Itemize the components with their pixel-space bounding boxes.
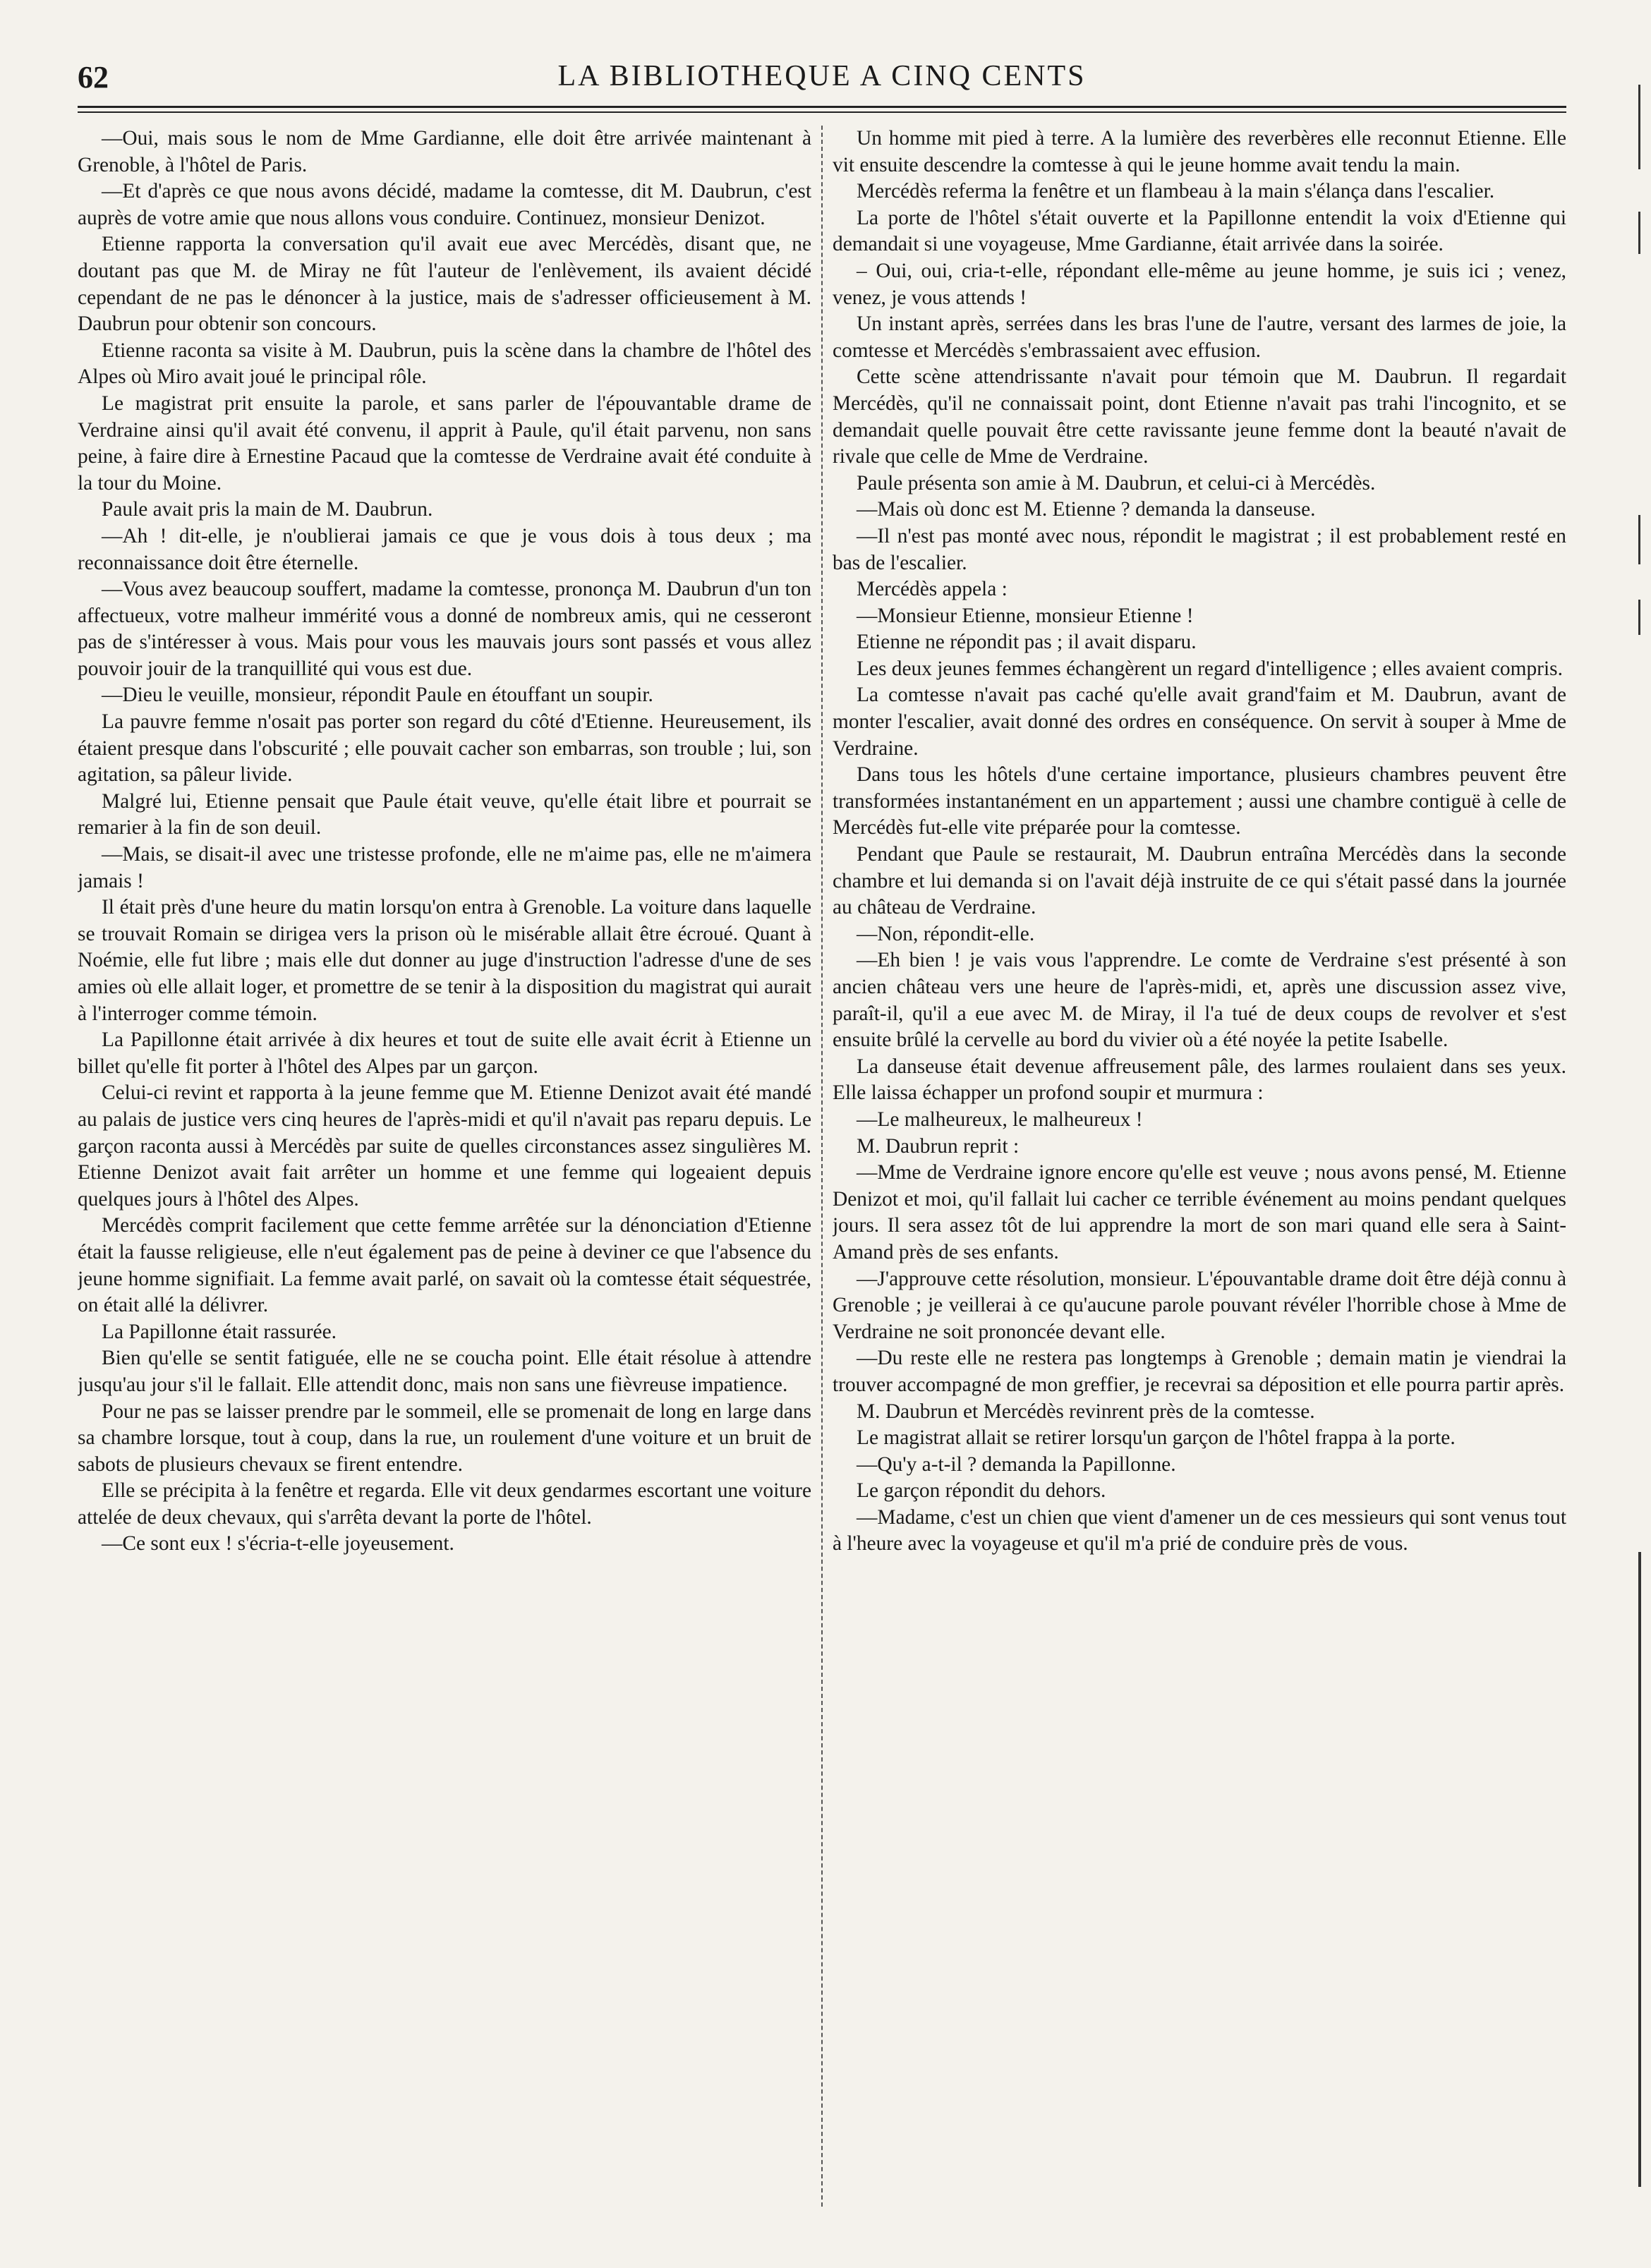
paragraph: Etienne rapporta la conversation qu'il avait eue avec Mercédès, disant que, ne doutant pas que M. de Miray ne fût l'auteur de l'enlèvement, ils avaient décidé cependant de ne pas le dénoncer à la justice, mais de s'adresser officieusement à M. Daubrun pour obtenir son concours. xyxy=(78,233,811,336)
paragraph: La Papillonne était rassurée. xyxy=(102,1320,337,1343)
page-header xyxy=(78,55,1566,97)
running-title: LA BIBLIOTHEQUE A CINQ CENTS xyxy=(557,60,1087,92)
paragraph: La danseuse était devenue affreusement pâle, des larmes roulaient dans ses yeux. Elle laissa échapper un profond soupir et murmura : xyxy=(833,1055,1566,1105)
paragraph: —Eh bien ! je vais vous l'apprendre. Le comte de Verdraine s'est présenté à son ancien château vers une heure de l'après-midi, et, après une discussion assez vive, paraît-il, qu'il a eue avec M. de Miray, il l'a tué de deux coups de revolver et s'est ensuite brûlé la cervelle au bord du vivier où a été noyée la petite Isabelle. xyxy=(833,949,1566,1052)
paragraph: Bien qu'elle se sentit fatiguée, elle ne se coucha point. Elle était résolue à attendre jusqu'au jour s'il le fallait. Elle attendit donc, mais non sans une fièvreuse impatience. xyxy=(78,1347,811,1396)
paragraph: —Oui, mais sous le nom de Mme Gardianne, elle doit être arrivée maintenant à Grenoble, à l'hôtel de Paris. xyxy=(78,127,811,176)
paragraph: —Dieu le veuille, monsieur, répondit Paule en étouffant un soupir. xyxy=(102,684,653,707)
binding-edge xyxy=(1630,0,1651,2268)
paragraph: —Qu'y a-t-il ? demanda la Papillonne. xyxy=(857,1453,1176,1476)
article-columns xyxy=(78,126,1566,2235)
paragraph: Il était près d'une heure du matin lorsqu'on entra à Grenoble. La voiture dans laquelle se trouvait Romain se dirigea vers la prison où le misérable allait être écroué. Quant à Noémie, elle fut libre ; mais elle dut donner au juge d'instruction l'adresse d'une de ses amies où elle allait loger, et promettre de se tenir à la disposition du magistrat qui aurait à l'interroger comme témoin. xyxy=(78,896,811,1025)
header-rule xyxy=(78,106,1566,108)
paragraph: Mercédès comprit facilement que cette femme arrêtée sur la dénonciation d'Etienne était la fausse religieuse, elle n'eut également pas de peine à deviner ce que l'absence du jeune homme signifiait. La femme avait parlé, on savait où la comtesse était séquestrée, on était allé la délivrer. xyxy=(78,1214,811,1317)
paragraph: —Mais où donc est M. Etienne ? demanda la danseuse. xyxy=(857,498,1316,521)
paragraph: La porte de l'hôtel s'était ouverte et la Papillonne entendit la voix d'Etienne qui demandait si une voyageuse, Mme Gardianne, était arrivée dans la soirée. xyxy=(833,206,1566,256)
binding-mark xyxy=(1638,1552,1641,2187)
column-divider xyxy=(821,126,823,2207)
paragraph: M. Daubrun reprit : xyxy=(857,1134,1020,1158)
page-number: 62 xyxy=(78,60,109,95)
paragraph: Le garçon répondit du dehors. xyxy=(857,1479,1106,1503)
paragraph: Dans tous les hôtels d'une certaine importance, plusieurs chambres peuvent être transformées instantanément en un appartement ; aussi une chambre contiguë à celle de Mercédès fut-elle vite préparée pour la comtesse. xyxy=(833,763,1566,839)
paragraph: Pour ne pas se laisser prendre par le sommeil, elle se promenait de long en large dans sa chambre lorsque, tout à coup, dans la rue, un roulement d'une voiture et un bruit de sabots de plusieurs chevaux se firent entendre. xyxy=(78,1400,811,1476)
paragraph: Paule présenta son amie à M. Daubrun, et celui-ci à Mercédès. xyxy=(857,471,1376,495)
paragraph: —Vous avez beaucoup souffert, madame la comtesse, prononça M. Daubrun d'un ton affectueux, votre malheur immérité vous a donné de nombreux amis, qui ne cesseront pas de s'intéresser à vous. Mais pour vous les mauvais jours sont passés et vous allez pouvoir jouir de la tranquillité qui vous est due. xyxy=(78,578,811,680)
left-column xyxy=(78,126,811,2235)
paragraph: La Papillonne était arrivée à dix heures et tout de suite elle avait écrit à Etienne un billet qu'elle fit porter à l'hôtel des Alpes par un garçon. xyxy=(78,1029,811,1078)
paragraph: Mercédès appela : xyxy=(857,578,1008,601)
paragraph: —Et d'après ce que nous avons décidé, madame la comtesse, dit M. Daubrun, c'est auprès de votre amie que nous allons vous conduire. Continuez, monsieur Denizot. xyxy=(78,180,811,229)
paragraph: Pendant que Paule se restaurait, M. Daubrun entraîna Mercédès dans la seconde chambre et lui demanda si on l'avait déjà instruite de ce qui s'était passé dans la journée au château de Verdraine. xyxy=(833,843,1566,919)
header-rule-double xyxy=(78,111,1566,113)
paragraph: —Il n'est pas monté avec nous, répondit le magistrat ; il est probablement resté en bas de l'escalier. xyxy=(833,524,1566,574)
paragraph: Les deux jeunes femmes échangèrent un regard d'intelligence ; elles avaient compris. xyxy=(857,657,1563,680)
paragraph: Paule avait pris la main de M. Daubrun. xyxy=(102,498,433,521)
paragraph: —Mme de Verdraine ignore encore qu'elle est veuve ; nous avons pensé, M. Etienne Denizot et moi, qu'il fallait lui cacher ce terrible événement au moins pendant quelques jours. Il sera assez tôt de lui apprendre la mort de son mari quand elle sera à Saint-Amand près de ses enfants. xyxy=(833,1161,1566,1263)
binding-mark xyxy=(1638,515,1640,564)
paragraph: Mercédès referma la fenêtre et un flambeau à la main s'élança dans l'escalier. xyxy=(857,180,1495,203)
paragraph: Etienne raconta sa visite à M. Daubrun, puis la scène dans la chambre de l'hôtel des Alpes où Miro avait joué le principal rôle. xyxy=(78,339,811,389)
paragraph: Elle se précipita à la fenêtre et regarda. Elle vit deux gendarmes escortant une voiture attelée de deux chevaux, qui s'arrêta devant la porte de l'hôtel. xyxy=(78,1479,811,1529)
paragraph: Etienne ne répondit pas ; il avait disparu. xyxy=(857,631,1197,654)
paragraph: —Mais, se disait-il avec une tristesse profonde, elle ne m'aime pas, elle ne m'aimera jamais ! xyxy=(78,843,811,892)
paragraph: —Du reste elle ne restera pas longtemps à Grenoble ; demain matin je viendrai la trouver accompagné de mon greffier, je recevrai sa déposition et elle pourra partir après. xyxy=(833,1347,1566,1396)
paragraph: M. Daubrun et Mercédès revinrent près de la comtesse. xyxy=(857,1400,1315,1423)
right-column xyxy=(833,126,1566,2235)
binding-mark xyxy=(1638,600,1640,635)
paragraph: —J'approuve cette résolution, monsieur. L'épouvantable drame doit être déjà connu à Grenoble ; je veillerai à ce qu'aucune parole pouvant révéler l'horrible chose à Mme de Verdraine ne soit prononcée devant elle. xyxy=(833,1267,1566,1343)
paragraph: —Ah ! dit-elle, je n'oublierai jamais ce que je vous dois à tous deux ; ma reconnaissance doit être éternelle. xyxy=(78,524,811,574)
paragraph: La pauvre femme n'osait pas porter son regard du côté d'Etienne. Heureusement, ils étaient presque dans l'obscurité ; elle pouvait cacher son embarras, son trouble ; lui, son agitation, sa pâleur livide. xyxy=(78,710,811,787)
binding-mark xyxy=(1638,212,1640,254)
paragraph: Cette scène attendrissante n'avait pour témoin que M. Daubrun. Il regardait Mercédès, qu'il ne connaissait point, dont Etienne n'avait pas trahi l'incognito, et se demandait quelle pouvait être cette ravissante jeune femme dont la beauté n'avait de rivale que celle de Mme de Verdraine. xyxy=(833,365,1566,468)
paragraph: Le magistrat allait se retirer lorsqu'un garçon de l'hôtel frappa à la porte. xyxy=(857,1426,1456,1450)
paragraph: Malgré lui, Etienne pensait que Paule était veuve, qu'elle était libre et pourrait se remarier à la fin de son deuil. xyxy=(78,789,811,839)
paragraph: —Ce sont eux ! s'écria-t-elle joyeusement. xyxy=(102,1532,454,1556)
paragraph: Un homme mit pied à terre. A la lumière des reverbères elle reconnut Etienne. Elle vit ensuite descendre la comtesse à qui le jeune homme avait tendu la main. xyxy=(833,127,1566,176)
paragraph: —Non, répondit-elle. xyxy=(857,922,1035,945)
paragraph: – Oui, oui, cria-t-elle, répondant elle-même au jeune homme, je suis ici ; venez, venez, je vous attends ! xyxy=(833,259,1566,309)
paragraph: —Madame, c'est un chien que vient d'amener un de ces messieurs qui sont venus tout à l'heure avec la voyageuse et qu'il m'a prié de conduire près de vous. xyxy=(833,1505,1566,1556)
paragraph: —Le malheureux, le malheureux ! xyxy=(857,1108,1143,1131)
paragraph: —Monsieur Etienne, monsieur Etienne ! xyxy=(857,604,1194,627)
newspaper-page xyxy=(78,55,1566,2235)
paragraph: Celui-ci revint et rapporta à la jeune femme que M. Etienne Denizot avait été mandé au palais de justice vers cinq heures de l'après-midi et qu'il n'avait pas reparu depuis. Le garçon raconta aussi à Mercédès par suite de quelles circonstances assez singulières M. Etienne Denizot avait fait arrêter un homme et une femme qui logeaient depuis quelques jours à l'hôtel des Alpes. xyxy=(78,1081,811,1211)
paragraph: La comtesse n'avait pas caché qu'elle avait grand'faim et M. Daubrun, avant de monter l'escalier, avait donné des ordres en conséquence. On servit à souper à Mme de Verdraine. xyxy=(833,684,1566,760)
paragraph: Un instant après, serrées dans les bras l'une de l'autre, versant des larmes de joie, la comtesse et Mercédès s'embrassaient avec effusion. xyxy=(833,313,1566,362)
paragraph: Le magistrat prit ensuite la parole, et sans parler de l'épouvantable drame de Verdraine ainsi qu'il avait été convenu, il apprit à Paule, qu'il était parvenu, non sans peine, à faire dire à Ernestine Pacaud que la comtesse de Verdraine avait été conduite à la tour du Moine. xyxy=(78,392,811,495)
column-gutter xyxy=(811,126,833,2235)
binding-mark xyxy=(1638,85,1640,169)
